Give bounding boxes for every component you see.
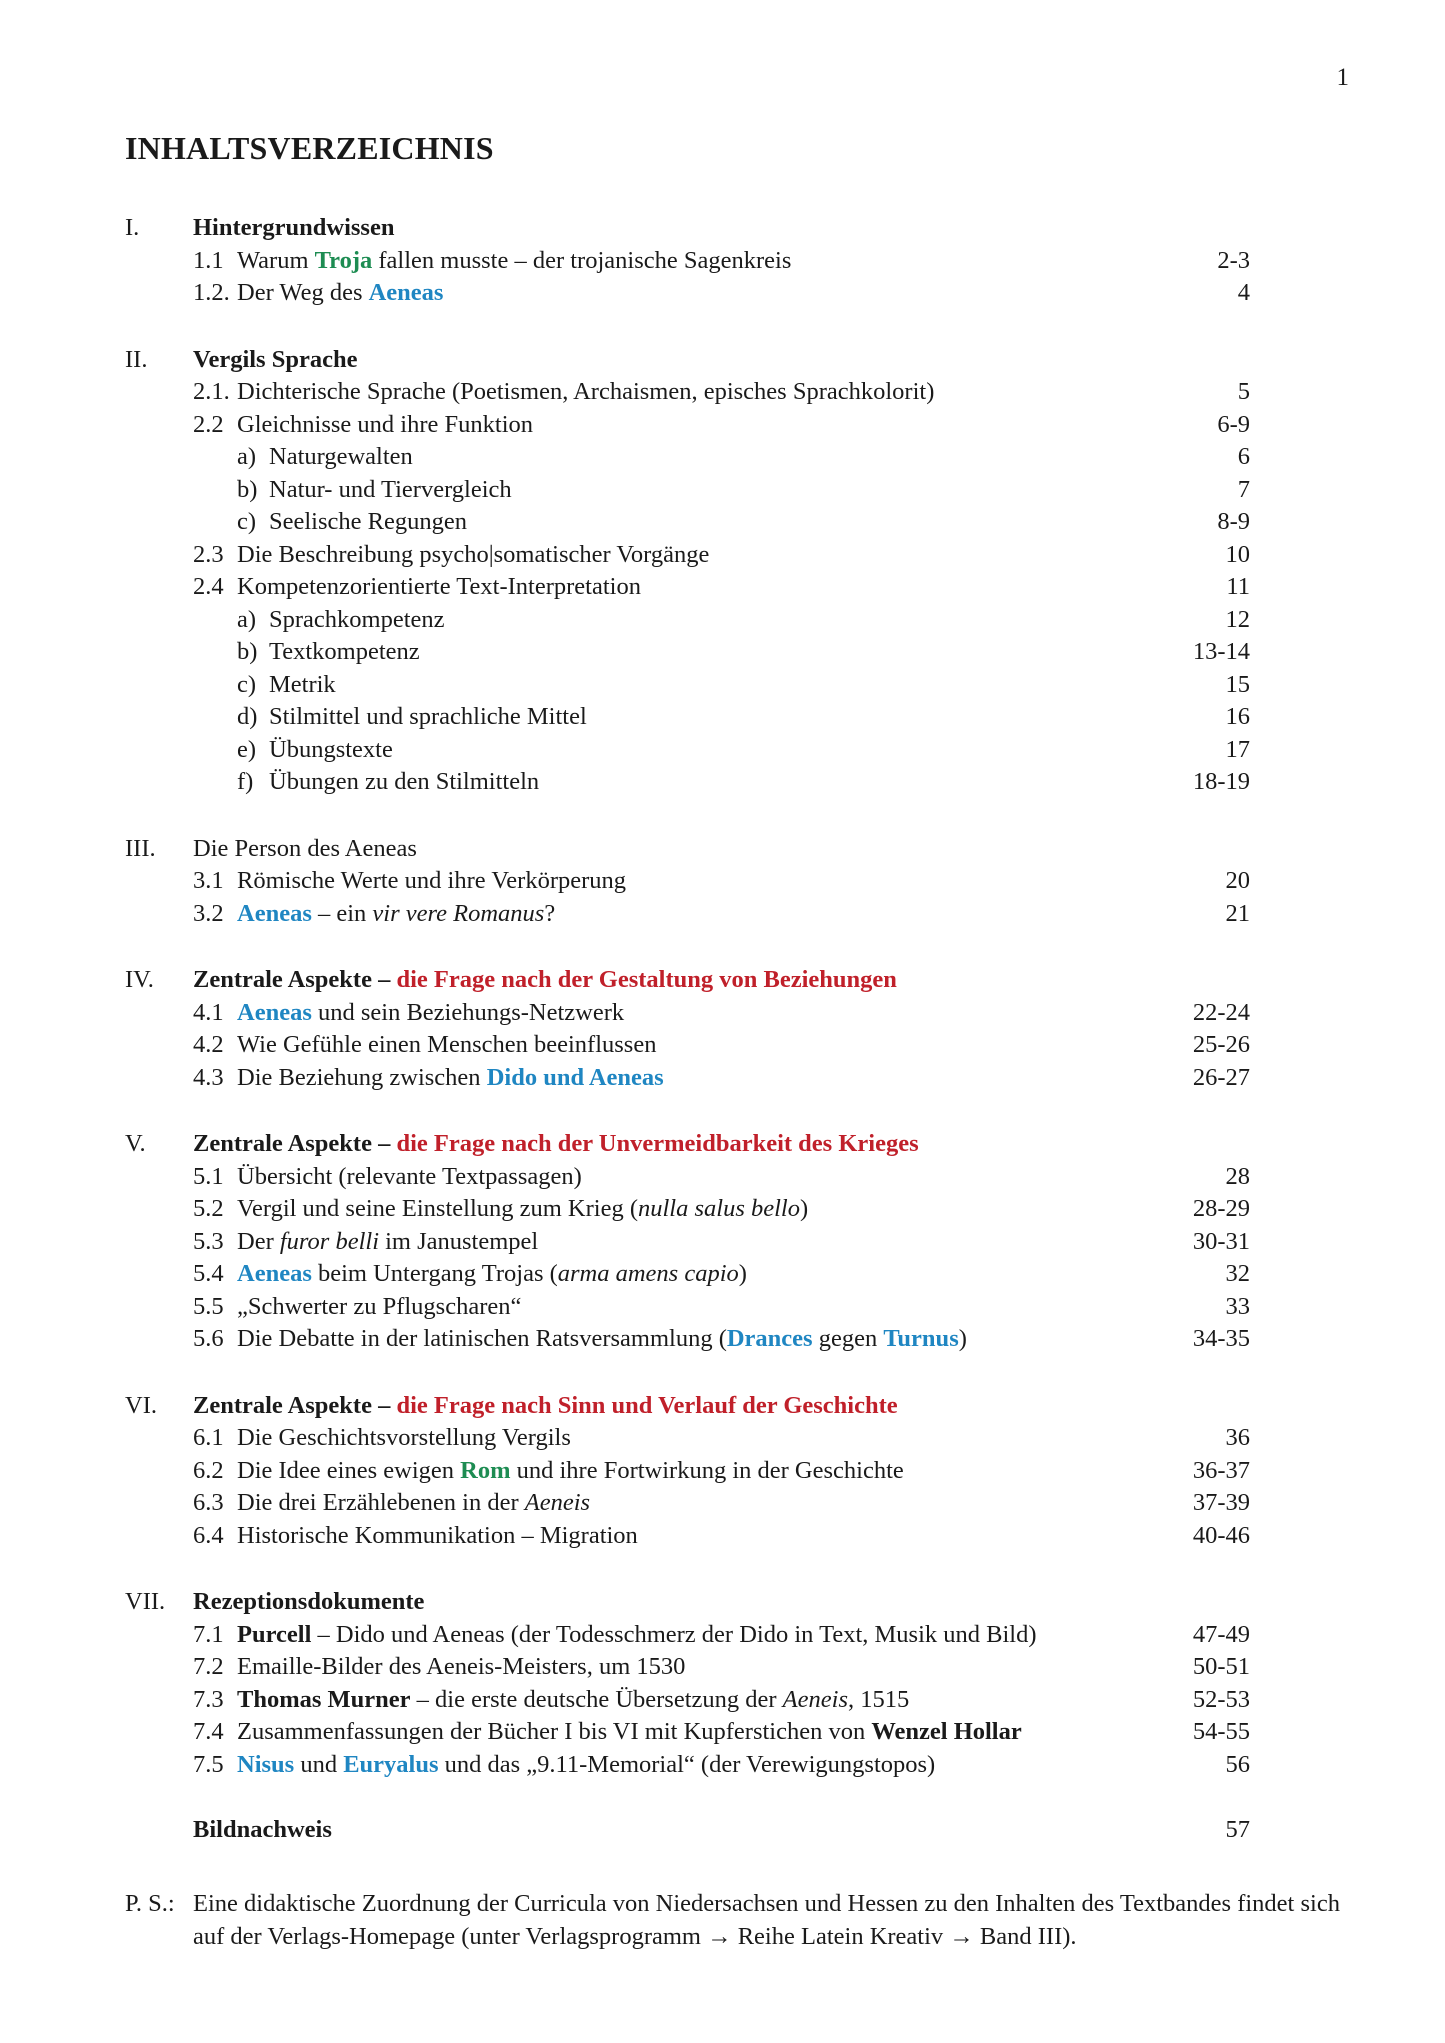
entry-pages: 16	[1225, 703, 1250, 730]
entry-title: Warum Troja fallen musste – der trojanische Sagenkreis	[237, 246, 792, 274]
entry-title: Historische Kommunikation – Migration	[237, 1521, 638, 1549]
entry-title: Aeneas – ein vir vere Romanus?	[237, 899, 556, 927]
entry-pages: 21	[1225, 899, 1250, 927]
entry-letter: a)	[237, 443, 257, 470]
toc-subentry[interactable]	[125, 766, 1250, 799]
toc-section-6	[125, 1390, 1250, 1553]
entry-pages: 54-55	[1192, 1718, 1250, 1745]
toc-entry[interactable]	[125, 571, 1250, 604]
toc-entry[interactable]	[125, 1029, 1250, 1062]
entry-title: Die Beziehung zwischen Dido und Aeneas	[237, 1063, 664, 1091]
toc-entry[interactable]	[125, 1062, 1250, 1095]
entry-letter: e)	[237, 735, 257, 763]
section-title: Vergils Sprache	[193, 345, 358, 373]
person-name-highlight: Nisus	[237, 1750, 295, 1778]
person-name-highlight: Aeneas	[368, 279, 444, 306]
entry-number: 7.3	[193, 1685, 224, 1713]
entry-title: Aeneas und sein Beziehungs-Netzwerk	[237, 998, 625, 1026]
entry-letter: b)	[237, 638, 258, 665]
toc-entry[interactable]	[125, 1651, 1250, 1684]
entry-title: Kompetenzorientierte Text-Interpretation	[237, 573, 641, 600]
entry-number: 7.1	[193, 1620, 224, 1648]
toc-entry[interactable]	[125, 376, 1250, 409]
entry-pages: 28	[1225, 1162, 1250, 1190]
entry-number: 2.3	[193, 540, 224, 568]
entry-number: 6.4	[193, 1521, 224, 1549]
theme-highlight: die Frage nach der Unvermeidbarkeit des Krieges	[396, 1130, 919, 1157]
toc-subentry[interactable]	[125, 604, 1250, 637]
postscript-text: Eine didaktische Zuordnung der Curricula von Niedersachsen und Hessen zu den Inhalten des Textbandes findet sich auf der Verlags-Homepage (unter Verlagsprogramm → Reihe Latein Kreativ → Band III).	[193, 1890, 1340, 1950]
person-name-highlight: Dido und Aeneas	[486, 1063, 664, 1091]
section-numeral: III.	[125, 834, 156, 862]
entry-title: Dichterische Sprache (Poetismen, Archaismen, episches Sprachkolorit)	[237, 378, 935, 405]
entry-title: Stilmittel und sprachliche Mittel	[269, 703, 587, 730]
entry-title: Die drei Erzählebenen in der Aeneis	[237, 1489, 591, 1516]
toc-subentry[interactable]	[125, 734, 1250, 767]
entry-pages: 10	[1225, 540, 1250, 568]
entry-number: 5.4	[193, 1260, 224, 1287]
entry-pages: 4	[1237, 279, 1250, 306]
entry-title: Bildnachweis	[193, 1816, 332, 1843]
person-name-highlight: Drances	[726, 1325, 813, 1352]
toc-entry[interactable]	[125, 1226, 1250, 1259]
section-heading	[125, 1586, 1250, 1619]
toc-entry[interactable]	[125, 1455, 1250, 1488]
theme-highlight: die Frage nach der Gestaltung von Beziehungen	[396, 966, 897, 993]
toc-section-7	[125, 1586, 1250, 1781]
entry-number: 7.2	[193, 1653, 224, 1680]
entry-number: 4.2	[193, 1031, 224, 1058]
entry-pages: 6-9	[1217, 410, 1250, 438]
theme-highlight: die Frage nach Sinn und Verlauf der Geschichte	[396, 1391, 898, 1419]
entry-pages: 50-51	[1192, 1653, 1250, 1680]
table-of-contents	[125, 212, 1250, 1847]
toc-entry[interactable]	[125, 245, 1250, 278]
toc-section-1	[125, 212, 1250, 310]
entry-number: 5.6	[193, 1325, 224, 1352]
entry-pages: 30-31	[1192, 1227, 1250, 1255]
entry-title: Seelische Regungen	[269, 508, 467, 535]
entry-title: Gleichnisse und ihre Funktion	[237, 410, 534, 438]
entry-title: Die Idee eines ewigen Rom und ihre Fortwirkung in der Geschichte	[237, 1456, 904, 1484]
entry-number: 4.1	[193, 998, 224, 1026]
person-name-highlight: Turnus	[883, 1325, 959, 1352]
entry-title: Aeneas beim Untergang Trojas (arma amens capio)	[237, 1260, 747, 1287]
entry-title: Der Weg des Aeneas	[237, 279, 444, 306]
entry-number: 4.3	[193, 1063, 224, 1091]
place-name-highlight: Rom	[460, 1456, 511, 1484]
section-title: Die Person des Aeneas	[193, 834, 417, 862]
postscript-note	[125, 1888, 1355, 1953]
toc-section-4	[125, 964, 1250, 1094]
toc-entry[interactable]	[125, 1193, 1250, 1226]
entry-pages: 26-27	[1192, 1063, 1250, 1091]
entry-pages: 32	[1225, 1260, 1250, 1287]
entry-pages: 15	[1225, 670, 1250, 698]
entry-title: Die Beschreibung psycho|somatischer Vorgänge	[237, 540, 710, 568]
entry-pages: 5	[1237, 378, 1250, 405]
toc-subentry[interactable]	[125, 669, 1250, 702]
toc-section-2	[125, 344, 1250, 799]
entry-pages: 37-39	[1192, 1489, 1250, 1516]
page-title: INHALTSVERZEICHNIS	[125, 130, 494, 166]
entry-pages: 34-35	[1192, 1325, 1250, 1352]
section-numeral: V.	[125, 1130, 146, 1157]
toc-entry[interactable]	[125, 865, 1250, 898]
section-title: Hintergrundwissen	[193, 214, 395, 241]
entry-number: 5.1	[193, 1162, 224, 1190]
entry-pages: 7	[1237, 475, 1250, 503]
person-name-highlight: Aeneas	[237, 998, 312, 1026]
toc-subentry[interactable]	[125, 636, 1250, 669]
section-heading	[125, 1390, 1250, 1423]
toc-entry[interactable]	[125, 1487, 1250, 1520]
section-heading	[125, 833, 1250, 866]
place-name-highlight: Troja	[314, 246, 373, 274]
entry-pages: 13-14	[1192, 638, 1250, 665]
toc-entry[interactable]	[125, 539, 1250, 572]
toc-entry[interactable]	[125, 1422, 1250, 1455]
entry-pages: 20	[1225, 867, 1250, 894]
entry-title: Metrik	[269, 670, 336, 698]
entry-pages: 12	[1225, 605, 1250, 633]
toc-entry[interactable]	[125, 1520, 1250, 1553]
entry-pages: 18-19	[1192, 768, 1250, 795]
section-title: Zentrale Aspekte – die Frage nach der Unvermeidbarkeit des Krieges	[193, 1130, 919, 1157]
entry-pages: 33	[1225, 1292, 1250, 1320]
entry-number: 2.1.	[193, 378, 230, 405]
entry-title: Sprachkompetenz	[269, 605, 445, 633]
toc-subentry[interactable]	[125, 701, 1250, 734]
entry-number: 1.1	[193, 246, 224, 274]
entry-pages: 8-9	[1217, 508, 1250, 535]
entry-title: Die Geschichtsvorstellung Vergils	[237, 1424, 571, 1451]
entry-number: 5.3	[193, 1227, 224, 1255]
entry-title: Nisus und Euryalus und das „9.11-Memorial“ (der Verewigungstopos)	[237, 1750, 936, 1778]
entry-number: 1.2.	[193, 279, 230, 306]
toc-entry[interactable]	[125, 1161, 1250, 1194]
entry-title: Römische Werte und ihre Verkörperung	[237, 867, 627, 894]
person-name-highlight: Aeneas	[237, 899, 312, 927]
entry-title: Wie Gefühle einen Menschen beeinflussen	[237, 1031, 657, 1058]
section-numeral: VI.	[125, 1391, 157, 1419]
entry-number: 2.4	[193, 573, 224, 600]
entry-number: 5.5	[193, 1292, 224, 1320]
toc-entry[interactable]	[125, 409, 1250, 442]
entry-pages: 40-46	[1192, 1521, 1250, 1549]
person-name-highlight: Aeneas	[237, 1260, 312, 1287]
entry-title: „Schwerter zu Pflugscharen“	[237, 1292, 522, 1320]
entry-number: 7.5	[193, 1750, 224, 1778]
entry-title: Naturgewalten	[269, 443, 413, 470]
entry-pages: 6	[1237, 443, 1250, 470]
entry-letter: f)	[237, 768, 254, 795]
toc-entry-bildnachweis[interactable]	[125, 1814, 1250, 1847]
section-title: Zentrale Aspekte – die Frage nach der Gestaltung von Beziehungen	[193, 966, 897, 993]
entry-pages: 22-24	[1192, 998, 1250, 1026]
toc-entry[interactable]	[125, 1258, 1250, 1291]
entry-pages: 56	[1225, 1750, 1250, 1778]
toc-section-5	[125, 1128, 1250, 1356]
entry-number: 6.2	[193, 1456, 224, 1484]
entry-pages: 52-53	[1192, 1685, 1250, 1713]
entry-pages: 28-29	[1192, 1195, 1250, 1222]
toc-entry[interactable]	[125, 898, 1250, 931]
entry-number: 2.2	[193, 410, 224, 438]
toc-entry[interactable]	[125, 1619, 1250, 1652]
toc-entry[interactable]	[125, 1291, 1250, 1324]
postscript-label: P. S.:	[125, 1890, 175, 1917]
entry-number: 6.1	[193, 1424, 224, 1451]
section-title: Zentrale Aspekte – die Frage nach Sinn und Verlauf der Geschichte	[193, 1391, 898, 1419]
entry-pages: 47-49	[1192, 1620, 1250, 1648]
entry-number: 3.2	[193, 899, 224, 927]
entry-number: 6.3	[193, 1489, 224, 1516]
person-name-highlight: Euryalus	[343, 1750, 439, 1778]
entry-pages: 57	[1225, 1816, 1250, 1843]
entry-title: Der furor belli im Janustempel	[237, 1227, 539, 1255]
entry-pages: 11	[1226, 573, 1250, 600]
entry-pages: 36-37	[1192, 1456, 1250, 1484]
entry-letter: b)	[237, 475, 258, 503]
toc-entry[interactable]	[125, 997, 1250, 1030]
entry-pages: 17	[1225, 735, 1250, 763]
entry-letter: d)	[237, 703, 258, 730]
entry-title: Übungen zu den Stilmitteln	[269, 768, 540, 795]
entry-title: Übungstexte	[269, 735, 393, 763]
entry-number: 7.4	[193, 1718, 224, 1745]
entry-title: Übersicht (relevante Textpassagen)	[237, 1162, 582, 1190]
toc-entry[interactable]	[125, 1749, 1250, 1782]
toc-entry[interactable]	[125, 1323, 1250, 1356]
page-number: 1	[1336, 64, 1349, 91]
entry-title: Purcell – Dido und Aeneas (der Todesschmerz der Dido in Text, Musik und Bild)	[237, 1620, 1037, 1648]
section-numeral: IV.	[125, 966, 154, 993]
entry-title: Zusammenfassungen der Bücher I bis VI mit Kupferstichen von Wenzel Hollar	[237, 1718, 1022, 1745]
section-numeral: VII.	[125, 1588, 166, 1615]
entry-title: Thomas Murner – die erste deutsche Übersetzung der Aeneis, 1515	[237, 1685, 910, 1713]
toc-entry[interactable]	[125, 1684, 1250, 1717]
toc-subentry[interactable]	[125, 441, 1250, 474]
entry-title: Die Debatte in der latinischen Ratsversammlung (Drances gegen Turnus)	[237, 1325, 967, 1352]
section-heading	[125, 1128, 1250, 1161]
entry-number: 5.2	[193, 1195, 224, 1222]
section-heading	[125, 344, 1250, 377]
section-heading	[125, 964, 1250, 997]
section-numeral: I.	[125, 214, 140, 241]
entry-title: Textkompetenz	[269, 638, 420, 665]
entry-pages: 25-26	[1192, 1031, 1250, 1058]
section-numeral: II.	[125, 345, 148, 373]
entry-title: Natur- und Tiervergleich	[269, 475, 512, 503]
toc-subentry[interactable]	[125, 506, 1250, 539]
toc-entry[interactable]	[125, 277, 1250, 310]
entry-letter: c)	[237, 508, 257, 535]
entry-title: Vergil und seine Einstellung zum Krieg (nulla salus bello)	[237, 1195, 809, 1222]
entry-title: Emaille-Bilder des Aeneis-Meisters, um 1530	[237, 1653, 686, 1680]
toc-entry[interactable]	[125, 1716, 1250, 1749]
entry-letter: a)	[237, 605, 257, 633]
entry-number: 3.1	[193, 867, 224, 894]
section-title: Rezeptionsdokumente	[193, 1588, 425, 1615]
entry-pages: 36	[1225, 1424, 1250, 1451]
section-heading	[125, 212, 1250, 245]
toc-subentry[interactable]	[125, 474, 1250, 507]
toc-section-3	[125, 833, 1250, 931]
entry-letter: c)	[237, 670, 257, 698]
entry-pages: 2-3	[1217, 246, 1250, 274]
